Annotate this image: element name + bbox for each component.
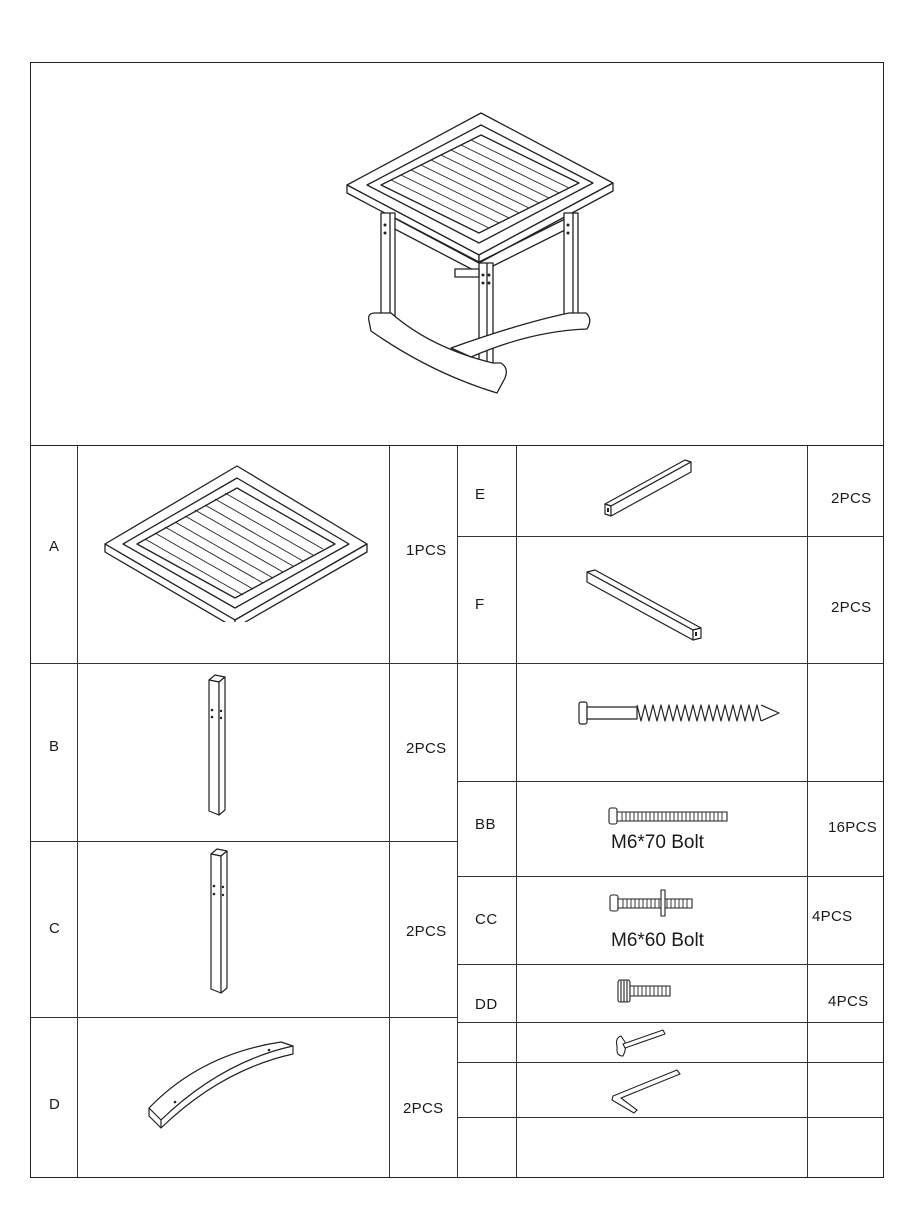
part-quantity: 2PCS: [406, 923, 447, 940]
curved-foot-icon: [141, 1036, 301, 1136]
part-quantity: 2PCS: [403, 1100, 444, 1117]
part-label: D: [49, 1096, 61, 1113]
assembled-table-icon: [31, 63, 883, 446]
lag-screw-icon: [575, 696, 785, 730]
grid-line: [31, 663, 457, 664]
parts-list-sheet: [30, 62, 884, 1178]
grid-line: [77, 446, 78, 1177]
hardware-caption: M6*60 Bolt: [611, 930, 704, 951]
allen-key-icon: [607, 1066, 687, 1116]
grid-line: [457, 1022, 883, 1023]
t-handle-key-icon: [611, 1026, 671, 1060]
hardware-label: CC: [475, 911, 498, 928]
grid-line: [457, 663, 883, 664]
thumb-screw-icon: [615, 976, 675, 1006]
hardware-quantity: 4PCS: [812, 908, 853, 925]
hardware-label: DD: [475, 996, 498, 1013]
long-rail-icon: [583, 568, 708, 644]
bolt-icon: [606, 806, 731, 828]
grid-line: [516, 446, 517, 1177]
part-quantity: 1PCS: [406, 542, 447, 559]
part-label: B: [49, 738, 60, 755]
part-quantity: 2PCS: [406, 740, 447, 757]
hardware-caption: M6*70 Bolt: [611, 832, 704, 853]
grid-line: [457, 781, 883, 782]
grid-line: [457, 964, 883, 965]
hardware-quantity: 4PCS: [828, 993, 869, 1010]
assembled-table-illustration: [31, 63, 883, 446]
part-label: A: [49, 538, 60, 555]
parts-grid: [31, 446, 883, 1177]
grid-line: [389, 446, 390, 1177]
grid-line: [457, 876, 883, 877]
part-label: C: [49, 920, 61, 937]
hardware-label: BB: [475, 816, 497, 833]
part-quantity: 2PCS: [831, 599, 872, 616]
bolt-with-washer-icon: [607, 888, 697, 918]
grid-line: [457, 1062, 883, 1063]
short-rail-icon: [599, 452, 699, 522]
part-quantity: 2PCS: [831, 490, 872, 507]
grid-line: [31, 841, 457, 842]
leg-post-icon: [203, 846, 243, 996]
leg-post-icon: [201, 672, 241, 817]
grid-line: [807, 446, 808, 1177]
grid-line: [457, 1117, 883, 1118]
grid-line: [457, 536, 883, 537]
part-label: E: [475, 486, 486, 503]
grid-line: [457, 446, 458, 1177]
part-label: F: [475, 596, 485, 613]
table-top-icon: [101, 462, 371, 622]
grid-line: [31, 1017, 457, 1018]
hardware-quantity: 16PCS: [828, 819, 878, 836]
